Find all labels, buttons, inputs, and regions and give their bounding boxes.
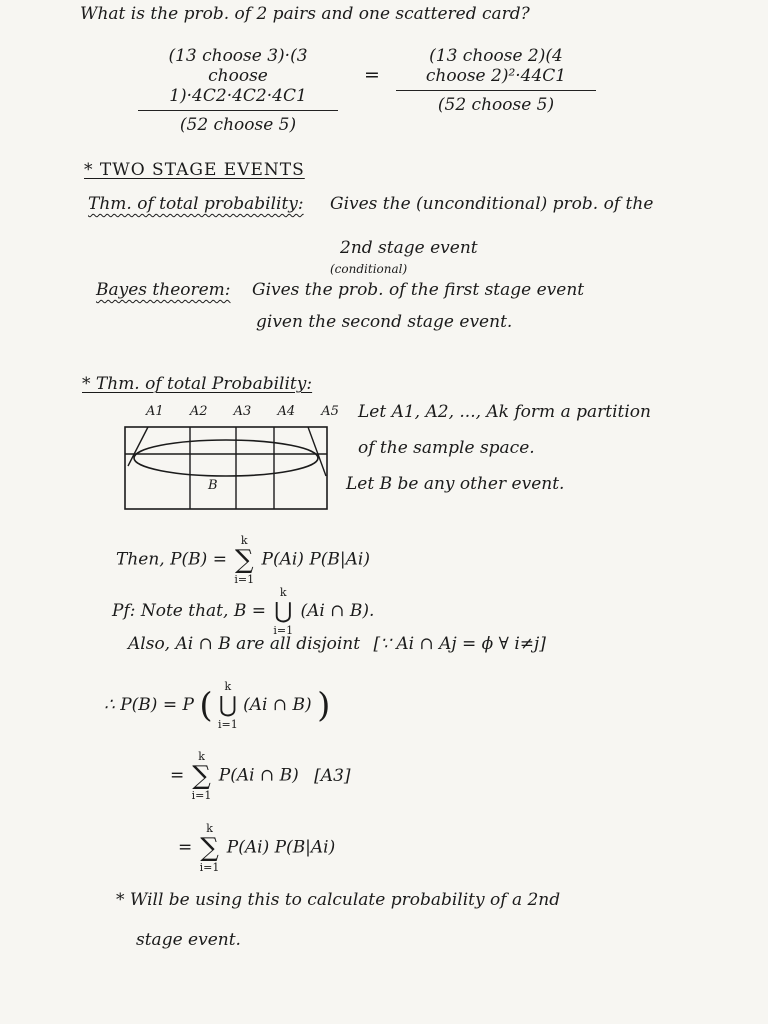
- partition-labels: [146, 404, 339, 419]
- fraction-right-numerator: (13 choose 2)(4 choose 2)²·44C1: [396, 46, 596, 91]
- let-line-1: Let A1, A2, ..., Ak form a partition: [358, 402, 651, 422]
- proof-line: Pf: Note that, B = k ⋃ i=1 (Ai ∩ B).: [112, 586, 375, 637]
- partition-label-2: A2: [189, 404, 208, 419]
- therefore-line: ∴ P(B) = P ( k ⋃ i=1 (Ai ∩ B) ): [104, 680, 331, 731]
- let-line-3: Let B be any other event.: [346, 474, 565, 494]
- sum-symbol: k ∑ i=1: [234, 534, 255, 586]
- then-line: Then, P(B) = k ∑ i=1 P(Ai) P(B|Ai): [116, 534, 370, 586]
- step2-line: = k ∑ i=1 P(Ai ∩ B) [A3]: [170, 750, 351, 802]
- sigma-icon: ∑: [234, 545, 254, 575]
- thm-label: Thm. of total probability:: [88, 194, 304, 214]
- note-line-1: * Will be using this to calculate probability of a 2nd: [116, 890, 561, 910]
- partition-line-5: [128, 427, 148, 466]
- bayes-text: Gives the prob. of the first stage event: [252, 280, 585, 300]
- equals-sign: =: [364, 64, 380, 86]
- union-icon: ⋃: [274, 599, 293, 624]
- partition-label-4: A4: [277, 404, 296, 419]
- thm-total-prob-text2: 2nd stage event: [340, 238, 478, 258]
- partition-diagram: [124, 426, 328, 510]
- section-heading-two-stage: * TWO STAGE EVENTS: [84, 160, 305, 180]
- union-symbol: k ⋃ i=1: [273, 586, 294, 637]
- union-icon-2: ⋃: [218, 693, 237, 718]
- partition-label-1: A1: [146, 404, 164, 419]
- sigma-icon-2: ∑: [192, 761, 211, 791]
- event-b-label: B: [208, 478, 218, 493]
- also-line: Also, Ai ∩ B are all disjoint [∵ Ai ∩ Aj = ϕ ∀ i≠j]: [128, 634, 546, 654]
- sum-symbol-2: k ∑ i=1: [191, 750, 212, 802]
- step3-line: = k ∑ i=1 P(Ai) P(B|Ai): [178, 822, 336, 874]
- partition-label-5: A5: [321, 404, 339, 419]
- thm-total-prob-label: [88, 194, 304, 214]
- bayes-label: Bayes theorem:: [96, 280, 231, 300]
- fraction-right-denominator: (52 choose 5): [437, 95, 555, 115]
- fraction-left: [138, 46, 338, 135]
- thm-total-prob-text: Gives the (unconditional) prob. of the: [330, 194, 654, 214]
- fraction-left-numerator: (13 choose 3)·(3 choose 1)·4C2·4C2·4C1: [138, 46, 338, 111]
- let-line-2: of the sample space.: [358, 438, 535, 458]
- sigma-icon-3: ∑: [200, 833, 219, 863]
- union-symbol-2: k ⋃ i=1: [217, 680, 238, 731]
- note-line-2: stage event.: [136, 930, 241, 950]
- section-heading-total-prob: * Thm. of total Probability:: [82, 374, 313, 394]
- event-b-ellipse: [134, 440, 318, 476]
- fraction-right: [396, 46, 596, 115]
- fraction-left-denominator: (52 choose 5): [179, 115, 297, 135]
- question-line: What is the prob. of 2 pairs and one scattered card?: [80, 4, 530, 24]
- conditional-note: (conditional): [330, 262, 408, 276]
- sum-symbol-3: k ∑ i=1: [199, 822, 220, 874]
- partition-label-3: A3: [233, 404, 252, 419]
- bayes-text2: given the second stage event.: [256, 312, 513, 332]
